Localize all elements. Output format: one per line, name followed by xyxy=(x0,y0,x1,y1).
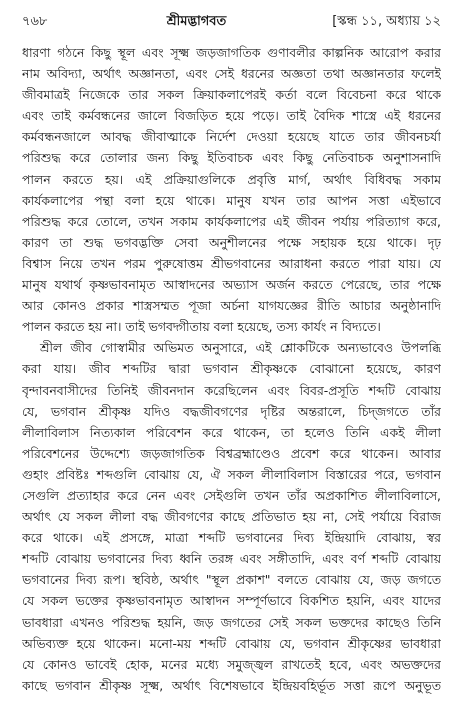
text-line: ধারণা গঠনে কিছু স্থূল এবং সূক্ষ্ম জড়জাগতিক গুণাবলীর কাল্পনিক আরোপ করার xyxy=(22,45,441,60)
page-body xyxy=(22,42,441,696)
text-line: বৃন্দাবনবাসীদের তিনিই জীবনদান করেছিলেন এবং বিবর-প্রসূতি শব্দটি বোঝায় xyxy=(22,382,441,398)
text-line: যে কোনও ভাবেই হোক, মনের মধ্যে সমুজ্জ্বল রাখতেই হবে, এবং অভক্তদের xyxy=(22,656,441,672)
running-header xyxy=(22,14,441,36)
text-line: ভগবানের দিব্য রূপ। স্থবিষ্ঠ, অর্থাৎ "স্থূল প্রকাশ" বলতে বোঝায় যে, জড় জগতে xyxy=(22,572,441,588)
text-line: কার্যকলাপের পন্থা বলা হয়ে থাকে। মানুষ যখন তার আপন সত্তা এইভাবে xyxy=(22,192,441,208)
text-line: করা যায়। জীব শব্দটির দ্বারা ভগবান শ্রীকৃষ্ণকে বোঝানো হয়েছে, কারণ xyxy=(22,361,441,377)
book-title: শ্রীমদ্ভাগবত xyxy=(166,14,227,29)
text-line: গুহাং প্রবিষ্টঃ শব্দগুলি বোঝায় যে, ঐ সকল লীলাবিলাস বিস্তারের পরে, ভগবান xyxy=(22,466,441,482)
text-line: অভিব্যক্ত হয়ে থাকেন। মনো-ময় শব্দটি বোঝায় যে, ভগবান শ্রীকৃষ্ণের ভাবধারা xyxy=(22,635,441,651)
text-line: লীলাবিলাস নিত্যকাল পরিবেশন করে থাকেন, তা হলেও তিনি একই লীলা xyxy=(22,424,441,440)
text-line: এবং তাই কর্মবন্ধনের জালে বিজড়িত হয়ে পড়ে। তাই বৈদিক শাস্ত্রে এই ধরনের xyxy=(22,108,441,124)
text-line: পরিবেশনের উদ্দেশ্যে জড়জাগতিক বিশ্বব্রহ্মাণ্ডেও প্রবেশ করে থাকেন। আবার xyxy=(22,445,441,461)
text-line: অর্থাৎ যে সকল লীলা বদ্ধ জীবগণের কাছে প্রতিভাত হয় না, সেই পর্যায়ে বিরাজ xyxy=(22,509,441,525)
text-line: শ্রীল জীব গোস্বামীর অভিমত অনুসারে, এই শ্লোকটিকে অন্যভাবেও উপলব্ধি xyxy=(40,340,441,356)
page-number: ৭৬৮ xyxy=(22,14,48,29)
text-line: যে, ভগবান শ্রীকৃষ্ণ যদিও বদ্ধজীবগণের দৃষ্টির অন্তরালে, চিদ্জগতে তাঁর xyxy=(22,403,441,419)
paragraph-2 xyxy=(22,337,441,696)
text-line: করে থাকে। এই প্রসঙ্গে, মাত্রা শব্দটি ভগবানের দিব্য ইন্দ্রিয়াদি বোঝায়, স্বর xyxy=(22,530,441,546)
chapter-reference: [স্কন্ধ ১১, অধ্যায় ১২ xyxy=(332,14,441,29)
text-line: জীবমাত্রই নিজেকে তার সকল ক্রিয়াকলাপেরই কর্তা বলে বিবেচনা করে থাকে xyxy=(22,87,441,103)
text-line: বিশ্বাস নিয়ে তখন পরম পুরুষোত্তম শ্রীভগবানের আরাধনা করতে পারা যায়। যে xyxy=(22,255,441,271)
text-line: সেগুলি প্রত্যাহার করে নেন এবং সেইগুলি তখন তাঁর অপ্রকাশিত লীলাবিলাসে, xyxy=(22,487,441,503)
text-line: পালন করতে হয় না। তাই ভগবদ্গীতায় বলা হয়েছে, তস্য কার্যং ন বিদ্যতে। xyxy=(22,319,381,335)
text-line: আর কোনও প্রকার শাস্ত্রসম্মত পূজা অর্চনা যাগযজ্ঞের রীতি আচার অনুষ্ঠানাদি xyxy=(22,298,441,314)
text-line: যে সকল ভক্তের কৃষ্ণভাবনামৃত আস্বাদন সম্পূর্ণভাবে বিকশিত হয়নি, এবং যাদের xyxy=(22,593,441,609)
text-line: পালন করতে হয়। এই প্রক্রিয়াগুলিকে প্রবৃত্তি মার্গ, অর্থাৎ বিধিবদ্ধ সকাম xyxy=(22,171,441,187)
text-line: কাছে ভগবান শ্রীকৃষ্ণ সূক্ষ্ম, অর্থাৎ বিশেষভাবে ইন্দ্রিয়বহির্ভূত সত্তা রূপে অনুভূত xyxy=(22,677,441,693)
text-line: ভাবধারা এখনও পরিশুদ্ধ হয়নি, জড় জগতের সেই সকল ভক্তদের কাছেও তিনি xyxy=(22,614,441,630)
text-line: কর্মবন্ধনজালে আবদ্ধ জীবাত্মাকে নির্দেশ দেওয়া হয়েছে যাতে তার জীবনচর্যা xyxy=(22,129,441,145)
text-line: মানুষ যথার্থ কৃষ্ণভাবনামৃত আস্বাদনের অভ্যাস অর্জন করতে পেরেছে, তার পক্ষে xyxy=(22,277,441,293)
text-line: নাম অবিদ্যা, অর্থাৎ অজ্ঞানতা, এবং সেই ধরনের অজ্ঞতা তথা অজ্ঞানতার ফলেই xyxy=(22,66,441,82)
text-line: পরিশুদ্ধ করে তোলে, তখন সকাম কার্যকলাপের এই জীবন পর্যায় পরিত্যাগ করে, xyxy=(22,213,441,229)
paragraph-1 xyxy=(22,42,441,337)
text-line: কারণ তা শুদ্ধ ভগবদ্ভক্তি সেবা অনুশীলনের পক্ষে সহায়ক হয়ে থাকে। দৃঢ় xyxy=(22,234,441,250)
text-line: শব্দটি বোঝায় ভগবানের দিব্য ধ্বনি তরঙ্গ এবং সঙ্গীতাদি, এবং বর্ণ শব্দটি বোঝায় xyxy=(22,551,441,567)
text-line: পরিশুদ্ধ করে তোলার জন্য কিছু ইতিবাচক এবং কিছু নেতিবাচক অনুশাসনাদি xyxy=(22,150,441,166)
